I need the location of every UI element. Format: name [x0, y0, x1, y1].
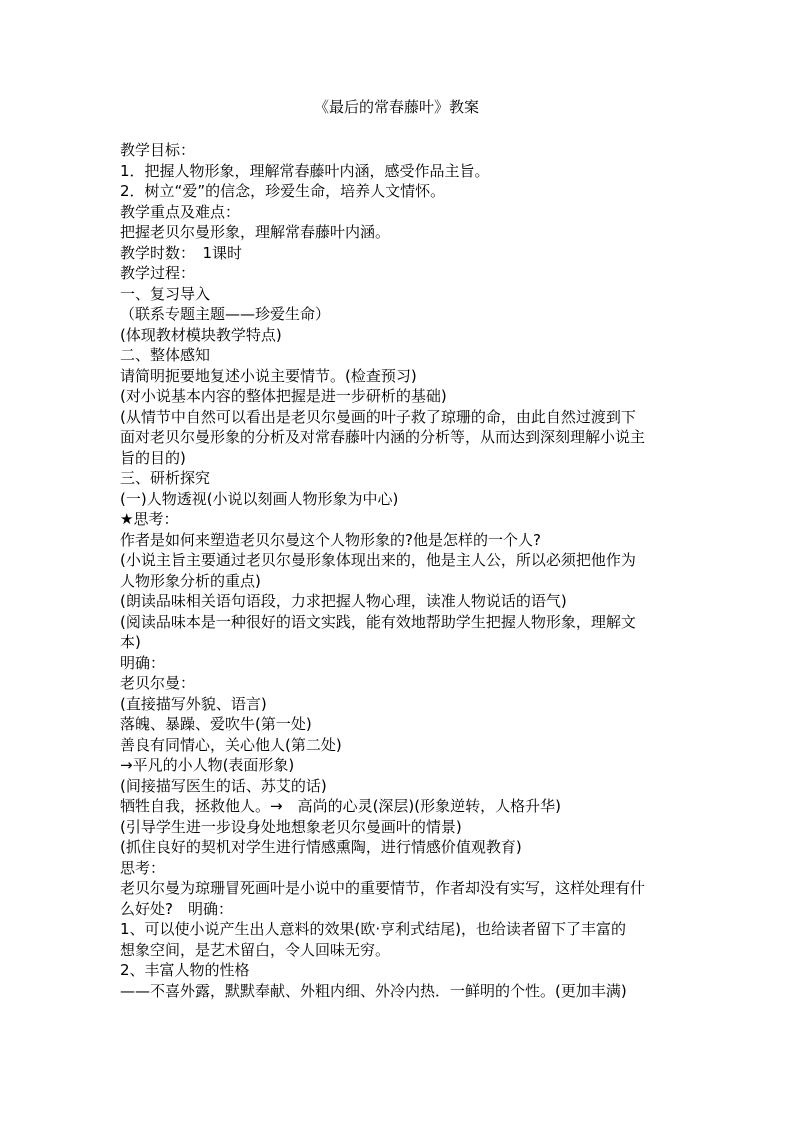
- text-line: (引导学生进一步设身处地想象老贝尔曼画叶的情景): [120, 817, 462, 836]
- text-line: 旨的目的): [120, 448, 186, 467]
- text-line: 三、研析探究: [120, 469, 211, 487]
- text-line: 思考：: [120, 858, 166, 877]
- text-line: (小说主旨主要通过老贝尔曼形象体现出来的，他是主人公，所以必须把他作为: [120, 551, 636, 569]
- text-line: 落魄、暴躁、爱吹牛(第一处): [120, 715, 312, 733]
- document-body: [120, 140, 675, 1001]
- text-line: (抓住良好的契机对学生进行情感熏陶，进行情感价值观教育): [120, 838, 522, 856]
- text-line: 人物形象分析的重点): [120, 571, 261, 590]
- text-line: 老贝尔曼：: [120, 674, 196, 692]
- text-line: （联系专题主题——珍爱生命）: [120, 305, 331, 323]
- text-line: 教学过程：: [120, 264, 196, 282]
- text-line: 请简明扼要地复述小说主要情节。(检查预习): [120, 366, 417, 385]
- text-line: 教学时数： 1课时: [120, 243, 243, 262]
- text-line: 教学重点及难点：: [120, 202, 241, 221]
- text-line: 一、复习导入: [120, 284, 211, 303]
- text-line: 想象空间，是艺术留白，令人回味无穷。: [120, 940, 391, 959]
- text-line: (间接描写医生的话、苏艾的话): [120, 776, 327, 795]
- document-title: 《最后的常春藤叶》教案: [313, 98, 479, 116]
- text-line: (朗读品味相关语句语段，力求把握人物心理，读准人物说话的语气): [120, 592, 567, 610]
- text-line: (阅读品味本是一种很好的语文实践，能有效地帮助学生把握人物形象，理解文: [120, 612, 636, 631]
- text-line: 善良有同情心，关心他人(第二处): [120, 735, 342, 754]
- text-line: 2、丰富人物的性格: [120, 961, 250, 979]
- text-line: 牺牲自我，拯救他人。→ 高尚的心灵(深层)(形象逆转，人格升华): [120, 797, 561, 815]
- text-line: 作者是如何来塑造老贝尔曼这个人物形象的?他是怎样的一个人?: [120, 530, 541, 549]
- text-line: (从情节中自然可以看出是老贝尔曼画的叶子救了琼珊的命，由此自然过渡到下: [120, 407, 636, 426]
- text-line: 老贝尔曼为琼珊冒死画叶是小说中的重要情节，作者却没有实写，这样处理有什: [120, 879, 646, 897]
- text-line: 二、整体感知: [120, 346, 211, 364]
- text-line: 1．把握人物形象，理解常春藤叶内涵，感受作品主旨。: [120, 161, 490, 180]
- text-line: 明确：: [120, 653, 166, 672]
- text-line: 把握老贝尔曼形象，理解常春藤叶内涵。: [120, 223, 391, 241]
- text-line: 1、可以使小说产生出人意料的效果(欧·亨利式结尾)，也给读者留下了丰富的: [120, 920, 627, 938]
- text-line: (体现教材模块教学特点): [120, 325, 282, 344]
- text-line: (一)人物透视(小说以刻画人物形象为中心): [120, 489, 399, 508]
- text-line: (直接描写外貌、语言): [120, 694, 267, 713]
- text-line: 教学目标：: [120, 141, 196, 159]
- text-line: 面对老贝尔曼形象的分析及对常春藤叶内涵的分析等，从而达到深刻理解小说主: [120, 428, 646, 446]
- text-line: ★思考：: [120, 510, 179, 528]
- text-line: 本): [120, 633, 141, 651]
- text-line: 2．树立“爱”的信念，珍爱生命，培养人文情怀。: [120, 182, 446, 200]
- text-line: →平凡的小人物(表面形象): [120, 756, 295, 774]
- text-line: ——不喜外露，默默奉献、外粗内细、外冷内热．一鲜明的个性。(更加丰满): [120, 981, 627, 1000]
- text-line: (对小说基本内容的整体把握是进一步研析的基础): [120, 387, 447, 405]
- text-line: 么好处? 明确：: [120, 899, 233, 918]
